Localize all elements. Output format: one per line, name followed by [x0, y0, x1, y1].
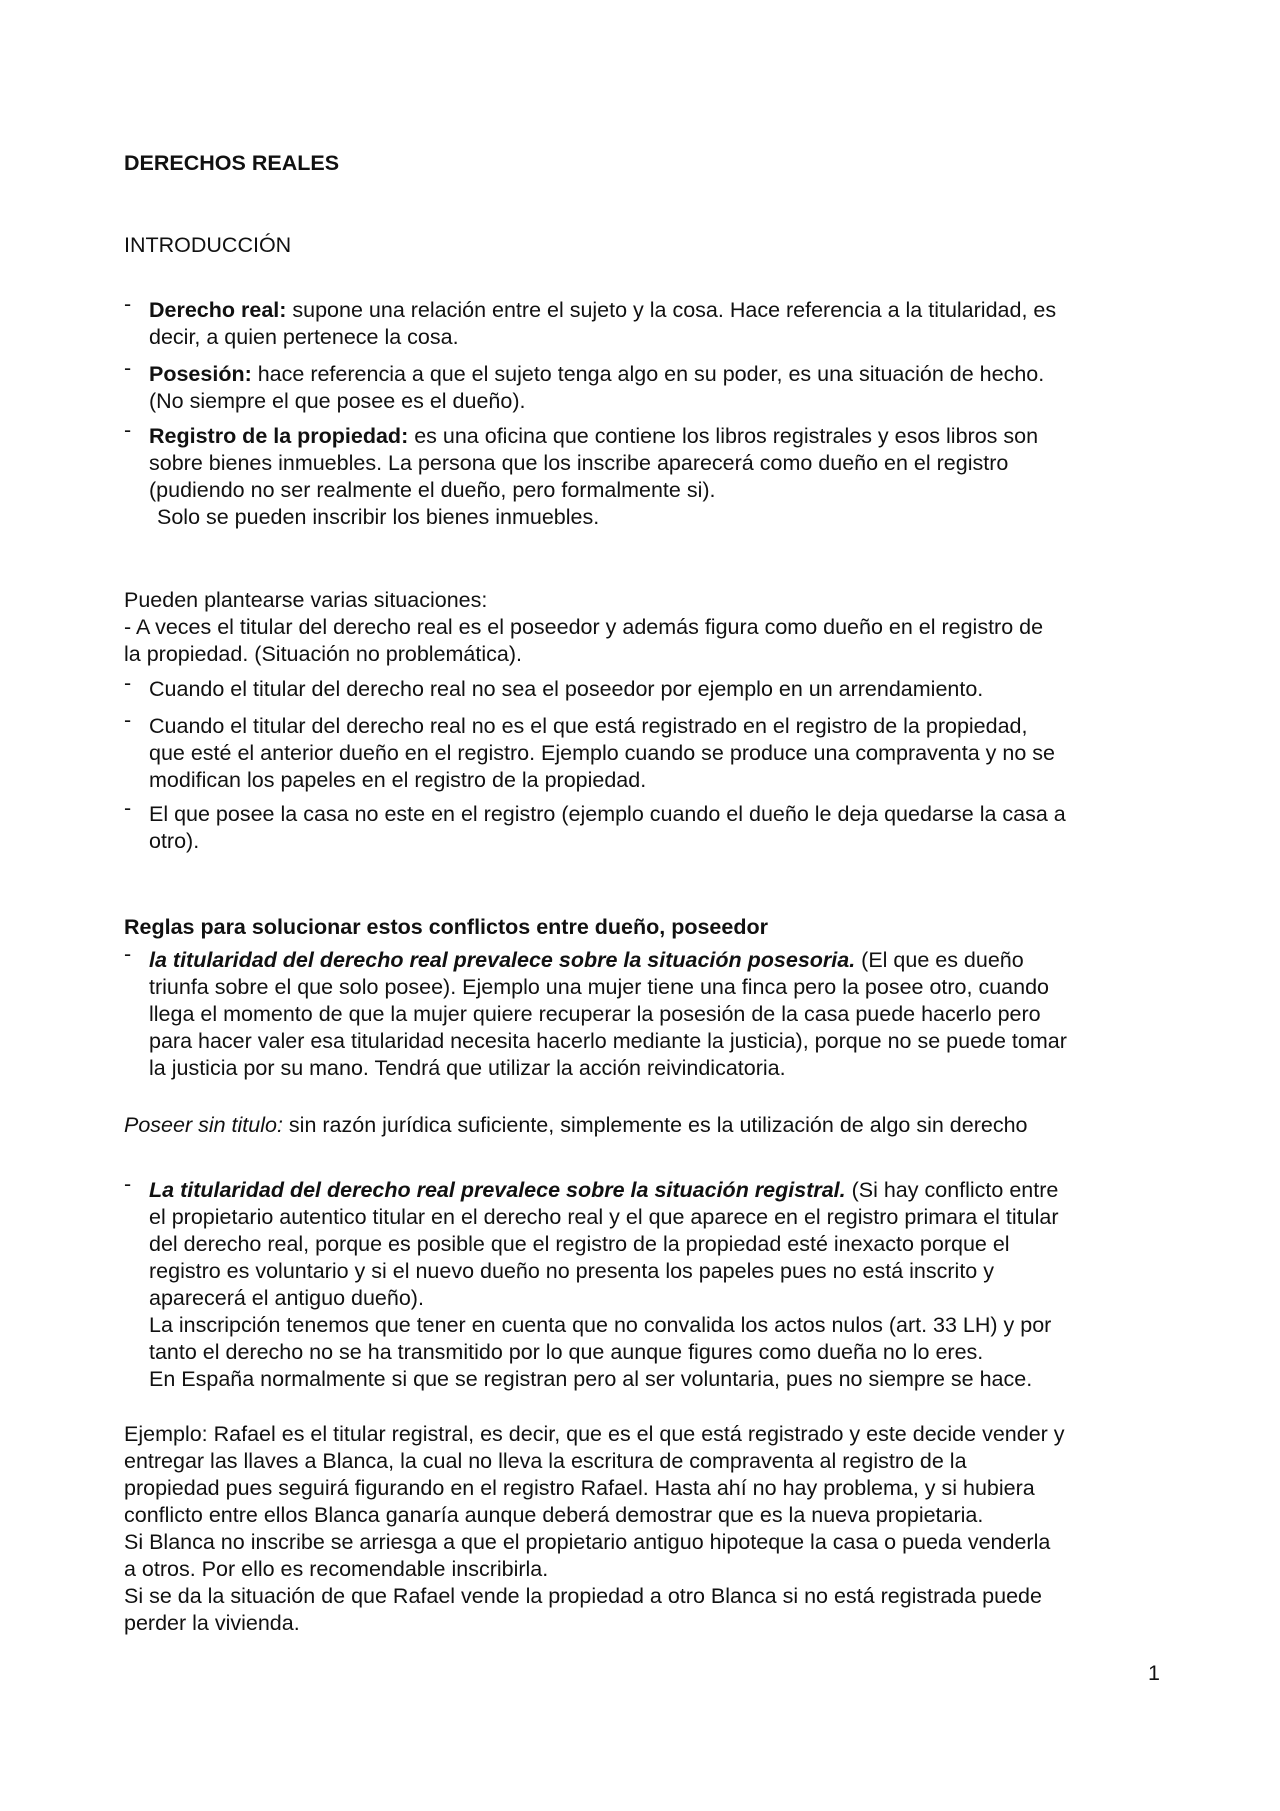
situation-item-posee — [124, 796, 1176, 855]
poseer-sin-titulo — [124, 1112, 1174, 1139]
text-line: la justicia por su mano. Tendrá que utilizar la acción reivindicatoria. — [149, 1056, 786, 1080]
term-derecho-real: Derecho real: — [149, 298, 287, 322]
text-line: sobre bienes inmuebles. La persona que los inscribe aparecerá como dueño en el registro — [149, 451, 1009, 475]
intro-heading: INTRODUCCIÓN — [124, 233, 292, 257]
situations-intro: Pueden plantearse varias situaciones: — [124, 588, 488, 612]
bullet-dash: - — [124, 1172, 132, 1196]
rule-posesoria-statement: la titularidad del derecho real prevalece sobre la situación posesoria. — [149, 948, 856, 972]
text-line: El que posee la casa no este en el registro (ejemplo cuando el dueño le deja quedarse la casa a — [149, 802, 1066, 826]
text-line: perder la vivienda. — [124, 1611, 300, 1635]
text-line: otro). — [149, 829, 200, 853]
term-posesion: Posesión: — [149, 362, 252, 386]
poseer-term: Poseer sin titulo: — [124, 1113, 283, 1137]
text-line: Si Blanca no inscribe se arriesga a que el propietario antiguo hipoteque la casa o pueda venderla — [124, 1530, 1051, 1554]
intro-item-registro — [124, 418, 1176, 531]
text-line: Si se da la situación de que Rafael vende la propiedad a otro Blanca si no está registrada puede — [124, 1584, 1042, 1608]
bullet-dash: - — [124, 671, 132, 695]
text-line: Cuando el titular del derecho real no sea el poseedor por ejemplo en un arrendamiento. — [149, 677, 984, 701]
text-line: En España normalmente si que se registran pero al ser voluntaria, pues no siempre se hace. — [149, 1367, 1033, 1391]
text-line: (El que es dueño — [855, 948, 1024, 972]
rule-item-registral — [124, 1172, 1176, 1393]
text-line: hace referencia a que el sujeto tenga algo en su poder, es una situación de hecho. — [251, 362, 1045, 386]
intro-item-posesion — [124, 356, 1176, 415]
text-line: para hacer valer esa titularidad necesita hacerlo mediante la justicia), porque no se puede tomar — [149, 1029, 1067, 1053]
text-line: que esté el anterior dueño en el registro. Ejemplo cuando se produce una compraventa y no se — [149, 741, 1055, 765]
rule-registral-statement: La titularidad del derecho real prevalece sobre la situación registral. — [149, 1178, 846, 1202]
text-line: decir, a quien pertenece la cosa. — [149, 325, 459, 349]
text-line: modifican los papeles en el registro de la propiedad. — [149, 768, 647, 792]
text-line: Ejemplo: Rafael es el titular registral, es decir, que es el que está registrado y este decide vender y — [124, 1422, 1065, 1446]
text-line: triunfa sobre el que solo posee). Ejemplo una mujer tiene una finca pero la posee otro, cuando — [149, 975, 1049, 999]
situation-item-registrado — [124, 708, 1176, 794]
text-line: Solo se pueden inscribir los bienes inmuebles. — [157, 505, 600, 529]
text-line: del derecho real, porque es posible que el registro de la propiedad esté inexacto porque el — [149, 1232, 1010, 1256]
situation-first — [124, 614, 1174, 668]
situation-item-arrendamiento — [124, 671, 1176, 703]
text-line: aparecerá el antiguo dueño). — [149, 1286, 424, 1310]
text-line: llega el momento de que la mujer quiere recuperar la posesión de la casa puede hacerlo pero — [149, 1002, 1041, 1026]
bullet-dash: - — [124, 796, 132, 820]
text-line: el propietario autentico titular en el derecho real y el que aparece en el registro primara el titular — [149, 1205, 1059, 1229]
bullet-dash: - — [124, 356, 132, 380]
text-line: supone una relación entre el sujeto y la cosa. Hace referencia a la titularidad, es — [286, 298, 1057, 322]
text-line: registro es voluntario y si el nuevo dueño no presenta los papeles pues no está inscrito y — [149, 1259, 994, 1283]
text-line: Cuando el titular del derecho real no es el que está registrado en el registro de la propiedad, — [149, 714, 1028, 738]
text-line: la propiedad. (Situación no problemática). — [124, 642, 522, 666]
text-line: (Si hay conflicto entre — [845, 1178, 1059, 1202]
example-paragraph — [124, 1421, 1174, 1637]
page-number: 1 — [1148, 1661, 1160, 1685]
text-line: tanto el derecho no se ha transmitido por lo que aunque figures como dueña no lo eres. — [149, 1340, 984, 1364]
bullet-dash: - — [124, 708, 132, 732]
text-line: (No siempre el que posee es el dueño). — [149, 389, 526, 413]
rule-item-posesoria — [124, 942, 1176, 1082]
text-line: - A veces el titular del derecho real es el poseedor y además figura como dueño en el registro de — [124, 615, 1044, 639]
text-line: a otros. Por ello es recomendable inscribirla. — [124, 1557, 549, 1581]
intro-item-derecho-real — [124, 292, 1176, 351]
text-line: es una oficina que contiene los libros registrales y esos libros son — [408, 424, 1039, 448]
bullet-dash: - — [124, 418, 132, 442]
bullet-dash: - — [124, 942, 132, 966]
text-line: propiedad pues seguirá figurando en el registro Rafael. Hasta ahí no hay problema, y si hubiera — [124, 1476, 1035, 1500]
bullet-dash: - — [124, 292, 132, 316]
rules-heading: Reglas para solucionar estos conflictos entre dueño, poseedor — [124, 915, 768, 939]
text-line: conflicto entre ellos Blanca ganaría aunque deberá demostrar que es la nueva propietaria. — [124, 1503, 984, 1527]
text-line: entregar las llaves a Blanca, la cual no lleva la escritura de compraventa al registro de la — [124, 1449, 967, 1473]
term-registro: Registro de la propiedad: — [149, 424, 409, 448]
document-title: DERECHOS REALES — [124, 151, 340, 175]
text-line: La inscripción tenemos que tener en cuenta que no convalida los actos nulos (art. 33 LH) y por — [149, 1313, 1052, 1337]
text-line: (pudiendo no ser realmente el dueño, pero formalmente si). — [149, 478, 716, 502]
poseer-text: sin razón jurídica suficiente, simplemente es la utilización de algo sin derecho — [282, 1113, 1028, 1137]
